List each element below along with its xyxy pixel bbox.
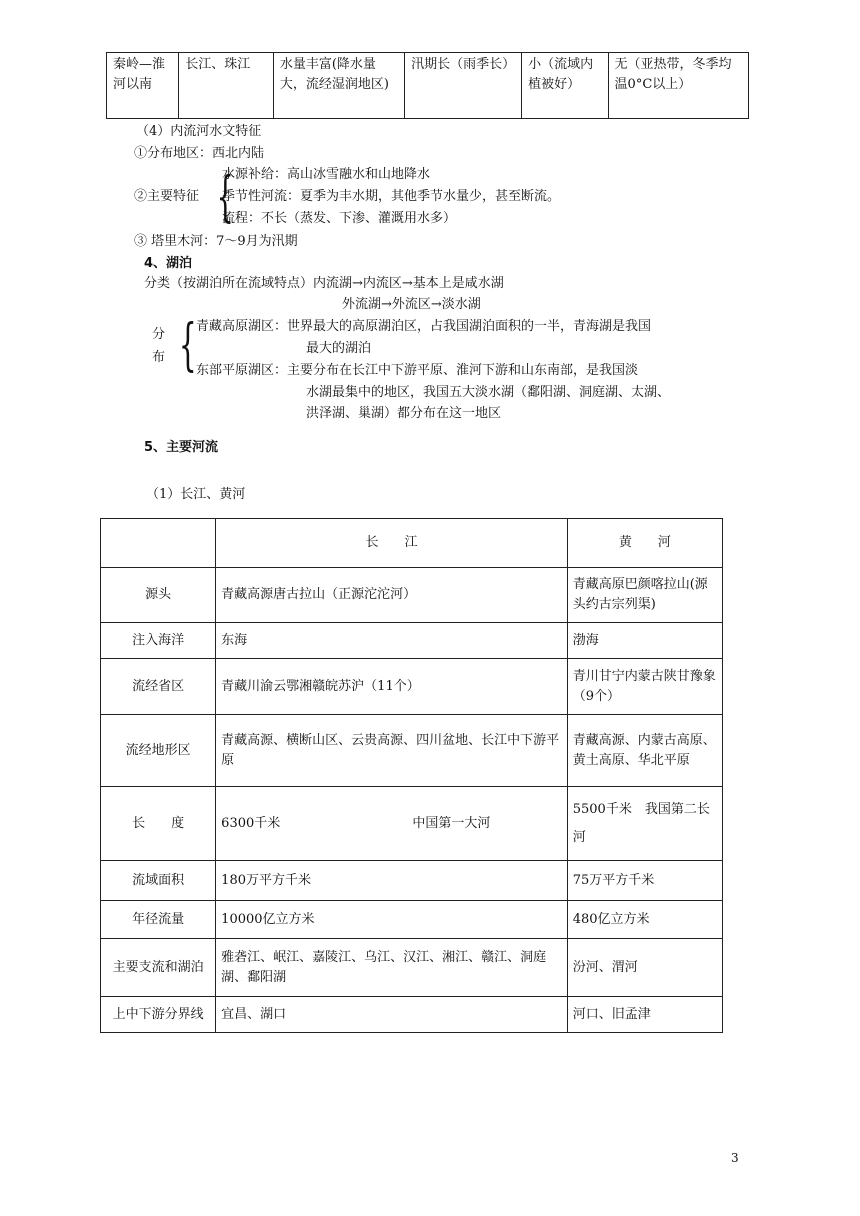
east-lake-text: 水湖最集中的地区，我国五大淡水湖（鄱阳湖、洞庭湖、太湖、	[306, 385, 671, 400]
inland-feature: 流程：不长（蒸发、下渗、灌溉用水多）	[222, 211, 457, 226]
lakes-heading: 4、湖泊	[144, 256, 193, 271]
page-number: 3	[731, 1151, 739, 1165]
east-lake-text: 洪泽湖、巢湖）都分布在这一地区	[306, 406, 502, 421]
row-label: 流域面积	[101, 861, 216, 901]
inland-distribution: ①分布地区：西北内陆	[134, 146, 265, 161]
row-label: 主要支流和湖泊	[101, 939, 216, 997]
rivers-subheading: （1）长江、黄河	[146, 487, 246, 502]
hh-cell: 青藏高源、内蒙古高原、黄土高原、华北平原	[567, 715, 722, 787]
cj-cell: 180万平方千米	[216, 861, 568, 901]
row-label: 流经省区	[101, 659, 216, 715]
row-label: 流经地形区	[101, 715, 216, 787]
header-cell: 长 江	[216, 519, 568, 568]
cj-cell: 青藏川渝云鄂湘赣皖苏沪（11个）	[216, 659, 568, 715]
row-label: 上中下游分界线	[101, 997, 216, 1033]
top-cell: 长江、珠江	[179, 53, 274, 119]
header-cell: 黄 河	[567, 519, 722, 568]
hh-cell: 5500千米 我国第二长河	[567, 787, 722, 861]
hh-cell: 青川甘宁内蒙古陕甘豫象（9个）	[567, 659, 722, 715]
cj-cell: 宜昌、湖口	[216, 997, 568, 1033]
top-cell: 秦岭—淮河以南	[107, 53, 179, 119]
features-brace: {	[216, 165, 234, 228]
header-cell	[101, 519, 216, 568]
top-cell: 水量丰富(降水量大，流经湿润地区)	[273, 53, 404, 119]
dist-label: 布	[152, 350, 166, 365]
hh-cell: 渤海	[567, 623, 722, 659]
row-label: 年径流量	[101, 901, 216, 939]
row-label: 长 度	[101, 787, 216, 861]
hh-cell: 480亿立方米	[567, 901, 722, 939]
lakes-class-line: 分类（按湖泊所在流域特点）内流湖→内流区→基本上是咸水湖	[144, 276, 504, 291]
hh-cell: 汾河、渭河	[567, 939, 722, 997]
qz-lake-text: 青藏高原湖区：世界最大的高原湖泊区，占我国湖泊面积的一半，青海湖是我国	[196, 319, 652, 334]
cj-length: 6300千米	[221, 815, 281, 831]
cj-cell	[216, 787, 568, 861]
inland-heading: （4）内流河水文特征	[136, 124, 262, 139]
rivers-table	[100, 518, 723, 1033]
cj-cell: 青藏高源唐古拉山（正源沱沱河）	[216, 568, 568, 623]
row-label: 源头	[101, 568, 216, 623]
cj-cell: 东海	[216, 623, 568, 659]
dist-brace: {	[178, 313, 197, 378]
dist-label: 分	[152, 327, 166, 342]
rivers-heading: 5、主要河流	[144, 440, 219, 455]
cj-cell: 青藏高源、横断山区、云贵高源、四川盆地、长江中下游平原	[216, 715, 568, 787]
top-cell: 小（流域内植被好）	[522, 53, 608, 119]
inland-features-label: ②主要特征	[134, 189, 200, 204]
hh-cell: 河口、旧孟津	[567, 997, 722, 1033]
east-lake-text: 东部平原湖区：主要分布在长江中下游平原、淮河下游和山东南部，是我国淡	[196, 363, 639, 378]
row-label: 注入海洋	[101, 623, 216, 659]
inland-feature: 水源补给：高山冰雪融水和山地降水	[222, 167, 431, 182]
qz-lake-text: 最大的湖泊	[306, 341, 372, 356]
inland-feature: 季节性河流：夏季为丰水期，其他季节水量少，甚至断流。	[222, 189, 561, 204]
cj-length-note: 中国第一大河	[412, 815, 491, 831]
cj-cell: 雅砻江、岷江、嘉陵江、乌江、汉江、湘江、赣江、洞庭湖、鄱阳湖	[216, 939, 568, 997]
inland-tarim: ③ 塔里木河：7～9月为汛期	[134, 234, 298, 249]
top-cell: 无（亚热带，冬季均温0°C以上）	[608, 53, 748, 119]
hh-cell: 75万平方千米	[567, 861, 722, 901]
top-table	[106, 52, 749, 119]
top-cell: 汛期长（雨季长）	[405, 53, 522, 119]
cj-cell: 10000亿立方米	[216, 901, 568, 939]
hh-cell: 青藏高原巴颜喀拉山(源头约古宗列渠)	[567, 568, 722, 623]
lakes-class-line: 外流湖→外流区→淡水湖	[342, 297, 481, 312]
